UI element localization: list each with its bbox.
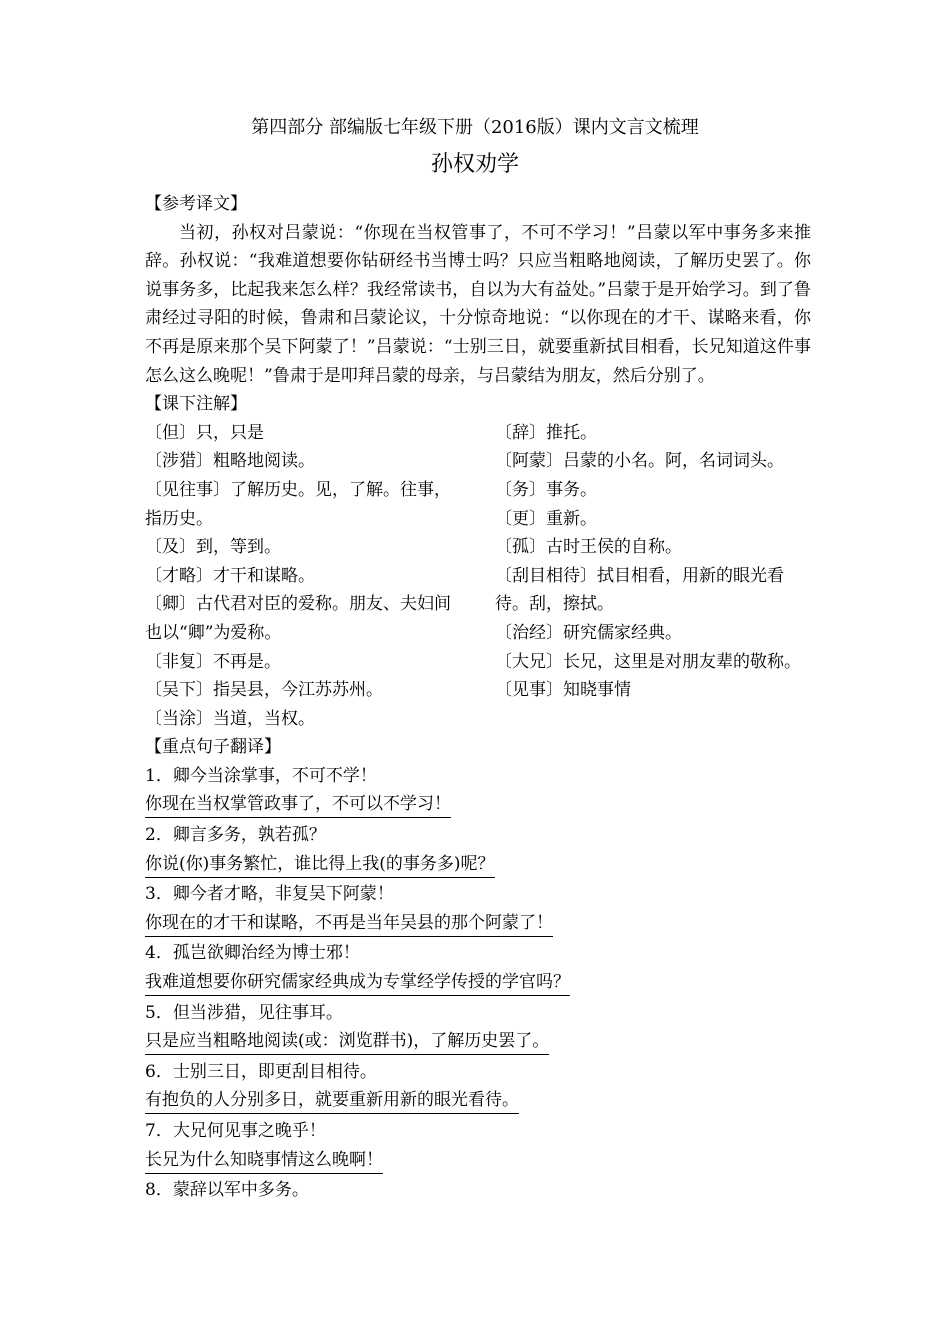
note-item: 〔吴下〕指吴县，今江苏苏州。 <box>145 680 383 701</box>
answer-line <box>145 909 811 940</box>
key-sentence: 8．蒙辞以军中多务。 <box>145 1180 309 1201</box>
translation-text: 当初，孙权对吕蒙说：“你现在当权管事了，不可不学习！”吕蒙以军中事务多来推辞。孙权说：“我难道想要你钻研经书当博士吗？只应当粗略地阅读，了解历史罢了。你说事务多，比起我来怎么样？我经常读书，自以为大有益处。”吕蒙于是开始学习。到了鲁肃经过寻阳的时候，鲁肃和吕蒙论议，十分惊奇地说：“以你现在的才干、谋略来看，你不再是原来那个吴下阿蒙了！”吕蒙说：“士别三日，就要重新拭目相看，长兄知道这件事怎么这么晚呢！”鲁肃于是叩拜吕蒙的母亲，与吕蒙结为朋友，然后分别了。 <box>145 222 811 386</box>
answer-line <box>145 968 811 999</box>
note-item: 〔更〕重新。 <box>495 508 597 529</box>
sentence-translation: 长兄为什么知晓事情这么晚啊！ <box>145 1147 383 1174</box>
note-item: 〔孤〕古时王侯的自称。 <box>495 537 682 558</box>
key-sentence: 1．卿今当涂掌事，不可不学！ <box>145 765 377 786</box>
note-item: 〔才略〕才干和谋略。 <box>145 565 315 586</box>
note-item: 〔见事〕知晓事情 <box>495 680 631 701</box>
key-sentence: 6．士别三日，即更刮目相待。 <box>145 1061 377 1082</box>
notes-heading: 【课下注解】 <box>145 394 247 415</box>
key-sentence: 2．卿言多务，孰若孤？ <box>145 825 326 846</box>
note-item: 〔涉猎〕粗略地阅读。 <box>145 451 315 472</box>
answer-line <box>145 850 811 881</box>
key-sentences-heading: 【重点句子翻译】 <box>145 737 281 758</box>
note-item: 〔治经〕研究儒家经典。 <box>495 622 682 643</box>
sentence-translation: 我难道想要你研究儒家经典成为专掌经学传授的学官吗？ <box>145 969 570 996</box>
lesson-title: 孙权劝学 <box>430 152 519 177</box>
key-sentence: 5．但当涉猎，见往事耳。 <box>145 1002 343 1023</box>
answer-line <box>145 1027 811 1058</box>
notes-left-column <box>145 419 465 734</box>
sentence-translation: 你说(你)事务繁忙，谁比得上我(的事务多)呢？ <box>145 851 495 878</box>
note-item: 〔务〕事务。 <box>495 479 597 500</box>
note-item: 〔见往事〕了解历史。见，了解。往事，指历史。 <box>145 479 451 529</box>
key-sentence: 3．卿今者才略，非复吴下阿蒙！ <box>145 884 394 905</box>
section-title: 第四部分 部编版七年级下册（2016版）课内文言文梳理 <box>251 117 699 138</box>
document-body <box>145 190 811 1205</box>
note-item: 〔阿蒙〕吕蒙的小名。阿，名词词头。 <box>495 451 784 472</box>
note-item: 〔但〕只，只是 <box>145 422 264 443</box>
key-sentence: 7．大兄何见事之晚乎！ <box>145 1121 326 1141</box>
answer-line <box>145 1086 811 1117</box>
note-item: 〔及〕到，等到。 <box>145 537 281 558</box>
sentence-translation: 你现在的才干和谋略，不再是当年吴县的那个阿蒙了！ <box>145 910 553 937</box>
note-item: 〔刮目相待〕拭目相看，用新的眼光看待。刮，擦拭。 <box>495 565 784 615</box>
notes-right-column <box>495 419 811 734</box>
note-item: 〔非复〕不再是。 <box>145 651 281 672</box>
sentence-translation: 有抱负的人分别多日，就要重新用新的眼光看待。 <box>145 1087 519 1114</box>
note-item: 〔卿〕古代君对臣的爱称。朋友、夫妇间也以“卿”为爱称。 <box>145 594 451 643</box>
translation-heading: 【参考译文】 <box>145 194 247 214</box>
answer-line <box>145 1146 811 1177</box>
note-item: 〔辞〕推托。 <box>495 422 597 443</box>
answer-line <box>145 790 811 821</box>
note-item: 〔当涂〕当道，当权。 <box>145 708 315 729</box>
notes-columns <box>145 419 811 734</box>
sentence-translation: 你现在当权掌管政事了，不可以不学习！ <box>145 791 451 818</box>
key-sentence: 4．孤岂欲卿治经为博士邪！ <box>145 943 360 964</box>
sentence-translation: 只是应当粗略地阅读(或：浏览群书)，了解历史罢了。 <box>145 1028 549 1055</box>
note-item: 〔大兄〕长兄，这里是对朋友辈的敬称。 <box>495 651 801 672</box>
